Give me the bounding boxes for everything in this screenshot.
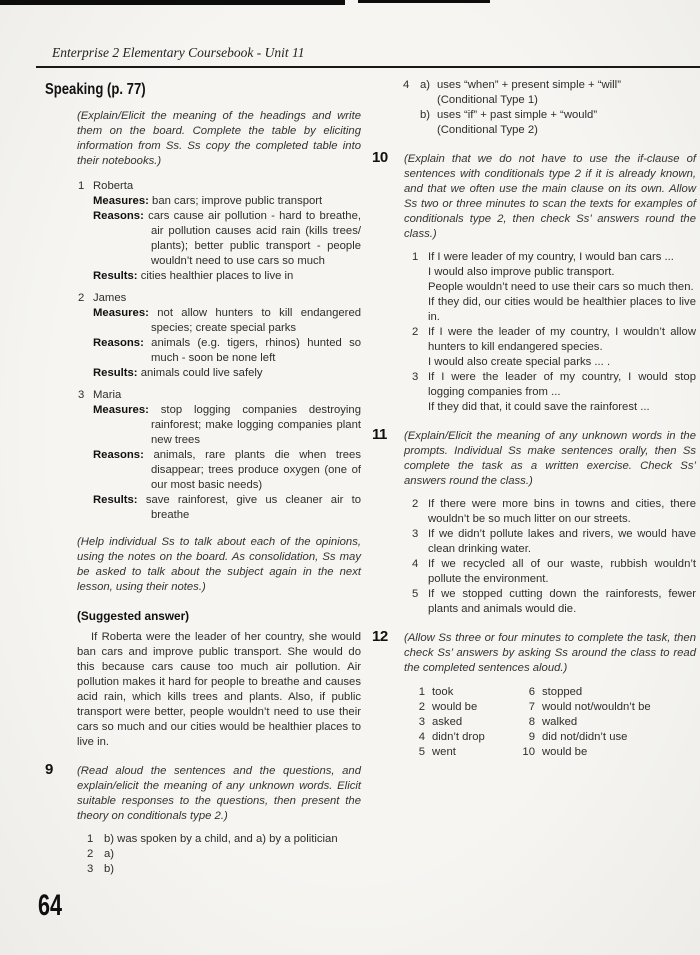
answer-item (412, 700, 517, 715)
scan-edge-artifact (358, 0, 490, 3)
answer-item (412, 527, 696, 557)
answer-number: 2 (418, 701, 425, 713)
person-number: 2 (78, 292, 85, 304)
answer-text: If we recycled all of our waste, rubbish wouldn’t pollute the environment. (428, 558, 696, 585)
person-heading (78, 388, 361, 403)
answer-column (517, 685, 651, 760)
answer-number: 3 (412, 371, 419, 383)
answer-text: If we stopped cutting down the rainforests, fewer plants and animals would die. (428, 588, 696, 615)
answer-text: went (432, 746, 456, 758)
answer-text: stopped (542, 686, 583, 698)
results-value: cities healthier places to live in (140, 270, 294, 282)
answer-number: 5 (412, 588, 419, 600)
exercise-10 (372, 149, 696, 415)
answer-text: would not/wouldn’t be (542, 701, 651, 713)
reasons-row (93, 448, 361, 493)
answer-item (517, 745, 651, 760)
answer-item (412, 587, 696, 617)
answer-item (412, 715, 517, 730)
results-value: save rainforest, give us cleaner air to breathe (145, 494, 362, 521)
answer-text: would be (432, 701, 478, 713)
answer-item (412, 370, 696, 415)
answer-line: If I were the leader of my country, I would stop logging companies from ... (428, 371, 696, 398)
exercise-11 (372, 426, 696, 617)
answer-line: uses “if” + past simple + “would” (437, 109, 598, 121)
answer-line: uses “when” + present simple + “will” (437, 79, 621, 91)
answer-text: b) (104, 863, 115, 875)
answer-letter: b) (420, 109, 431, 121)
exercise-number: 11 (372, 426, 387, 443)
measures-label: Measures: (93, 404, 149, 416)
measures-value: ban cars; improve public transport (152, 195, 323, 207)
measures-label: Measures: (93, 307, 149, 319)
board-notes-person (78, 388, 361, 523)
reasons-label: Reasons: (93, 449, 144, 461)
results-label: Results: (93, 494, 138, 506)
measures-value: stop logging companies destroying rainforest; make logging companies plant new trees (151, 404, 361, 446)
answer-number: 2 (412, 326, 419, 338)
reasons-value: animals (e.g. tigers, rhinos) hunted so much - soon be none left (151, 337, 361, 364)
answer-letter: a) (420, 79, 431, 91)
answer-item (412, 557, 696, 587)
answer-text: didn’t drop (432, 731, 485, 743)
answer-number: 4 (418, 731, 425, 743)
answer-number: 3 (412, 528, 419, 540)
answer-number: 1 (87, 833, 94, 845)
board-notes-person (78, 179, 361, 284)
header-rule (36, 66, 700, 68)
answer-item (517, 730, 651, 745)
teacher-instruction: (Explain/Elicit the meaning of the headings and write them on the board. Complete the table by eliciting information from Ss. Ss copy the completed table into their notebooks.) (77, 110, 361, 167)
answer-list (404, 497, 696, 617)
reasons-value: cars cause air pollution - hard to breathe, air pollution causes acid rain (kills trees/ plants); better public transport - people wouldn’t need to use cars so much (148, 210, 362, 267)
answer-item (87, 847, 361, 862)
measures-row (93, 306, 361, 336)
exercise-instruction: (Explain that we do not have to use the if-clause of sentences with conditionals type 2 if it is already known, and that we often use the main clause on its own. Allow Ss two or three minutes to scan the texts for examples of conditionals type 2, then check Ss’ answers round the class.) (404, 153, 696, 240)
results-label: Results: (93, 367, 138, 379)
board-notes-person (78, 291, 361, 381)
left-column (45, 82, 361, 877)
answer-item (412, 497, 696, 527)
person-name: James (93, 292, 127, 304)
person-number: 1 (78, 180, 85, 192)
exercise-9 (45, 761, 361, 877)
answer-list (404, 250, 696, 415)
answer-text: did not/didn’t use (542, 731, 628, 743)
answer-line: If I were leader of my country, I would ban cars ... (428, 251, 674, 263)
answer-item (412, 685, 517, 700)
answer-text: If we didn’t pollute lakes and rivers, we would have clean drinking water. (428, 528, 696, 555)
answer-item (412, 325, 696, 370)
right-column (372, 78, 696, 760)
exercise-number: 12 (372, 628, 388, 645)
person-name: Roberta (93, 180, 134, 192)
answer-line: I would also improve public transport. (428, 266, 615, 278)
answer-number: 5 (418, 746, 425, 758)
measures-row (93, 194, 361, 209)
reasons-row (93, 209, 361, 269)
answer-line: (Conditional Type 2) (437, 124, 538, 136)
reasons-label: Reasons: (93, 337, 144, 349)
answer-item (420, 78, 696, 108)
answer-text: would be (542, 746, 588, 758)
answer-line: If I were the leader of my country, I wouldn’t allow hunters to kill endangered species. (428, 326, 696, 353)
exercise-number: 9 (45, 761, 53, 778)
suggested-answer-title: (Suggested answer) (77, 609, 190, 623)
answer-item (517, 715, 651, 730)
answer-number: 3 (87, 863, 94, 875)
answer-line: If they did, our cities would be healthier places to live in. (428, 296, 696, 323)
answer-number: 6 (528, 686, 535, 698)
section-title: Speaking (p. 77) (45, 81, 146, 98)
results-row (93, 366, 361, 381)
answer-number: 1 (418, 686, 425, 698)
answer-number: 7 (528, 701, 535, 713)
answer-column (412, 685, 517, 760)
answer-number: 8 (528, 716, 535, 728)
exercise-instruction: (Read aloud the sentences and the questions, and explain/elicit the meaning of any unknown words. Elicit suitable responses to the questions, then present the theory on conditionals type 2.) (77, 765, 361, 822)
teacher-note: (Help individual Ss to talk about each of the opinions, using the notes on the board. As consolidation, Ss may be asked to talk about the subject again in the next lesson, using their notes.) (77, 536, 361, 593)
answer-line: If they did that, it could save the rainforest ... (428, 401, 650, 413)
answer-number: 2 (87, 848, 94, 860)
answer-item (420, 108, 696, 138)
answer-word-grid (412, 685, 696, 760)
answer-number: 3 (418, 716, 425, 728)
reasons-value: animals, rare plants die when trees disappear; trees produce oxygen (one of our most basic needs) (151, 449, 361, 491)
results-row (93, 269, 361, 284)
suggested-answer-text: If Roberta were the leader of her country, she would ban cars and improve public transport. She would do this because cars cause too much air pollution. Air pollution makes it hard for people to breathe and causes acid rain, which kills trees and plants. Also, if public transport were better, people wouldn’t need to use their cars so much and our cities would be healthier places to live in. (77, 631, 361, 748)
answer-text: If there were more bins in towns and cities, there wouldn’t be so much litter on our streets. (428, 498, 696, 525)
exercise-number: 10 (372, 149, 388, 166)
answer-item (87, 862, 361, 877)
answer-line: I would also create special parks ... . (428, 356, 611, 368)
exercise-instruction: (Allow Ss three or four minutes to complete the task, then check Ss’ answers by asking Ss around the class to read the completed sentences aloud.) (404, 632, 696, 674)
answer-text: a) (104, 848, 115, 860)
measures-row (93, 403, 361, 448)
exercise-4 (372, 78, 696, 138)
running-head: Enterprise 2 Elementary Coursebook - Unit 11 (52, 45, 305, 60)
answer-number: 1 (412, 251, 419, 263)
exercise-instruction: (Explain/Elicit the meaning of any unknown words in the prompts. Individual Ss make sentences orally, then Ss complete the task as a written exercise. Check Ss’ answers round the class.) (404, 430, 696, 487)
answer-item (517, 700, 651, 715)
person-heading (78, 291, 361, 306)
person-number: 3 (78, 389, 85, 401)
person-heading (78, 179, 361, 194)
answer-number: 10 (522, 746, 535, 758)
measures-label: Measures: (93, 195, 149, 207)
answer-text: took (432, 686, 454, 698)
exercise-12 (372, 628, 696, 760)
answer-text: b) was spoken by a child, and a) by a politician (104, 833, 338, 845)
answer-item (517, 685, 651, 700)
reasons-row (93, 336, 361, 366)
answer-number: 4 (412, 558, 419, 570)
answer-text: asked (432, 716, 463, 728)
answer-item (412, 730, 517, 745)
answer-line: (Conditional Type 1) (437, 94, 538, 106)
answer-number: 2 (412, 498, 419, 510)
answer-line: People wouldn’t need to use their cars so much then. (428, 281, 694, 293)
exercise-number: 4 (403, 79, 410, 91)
results-row (93, 493, 361, 523)
answer-item (87, 832, 361, 847)
measures-value: not allow hunters to kill endangered species; create special parks (151, 307, 362, 334)
answer-item (412, 745, 517, 760)
scan-edge-artifact (0, 0, 345, 5)
person-name: Maria (93, 389, 122, 401)
answer-text: walked (542, 716, 578, 728)
answer-item (412, 250, 696, 325)
results-label: Results: (93, 270, 138, 282)
reasons-label: Reasons: (93, 210, 144, 222)
answer-number: 9 (528, 731, 535, 743)
results-value: animals could live safely (140, 367, 263, 379)
page-number: 64 (38, 889, 63, 922)
